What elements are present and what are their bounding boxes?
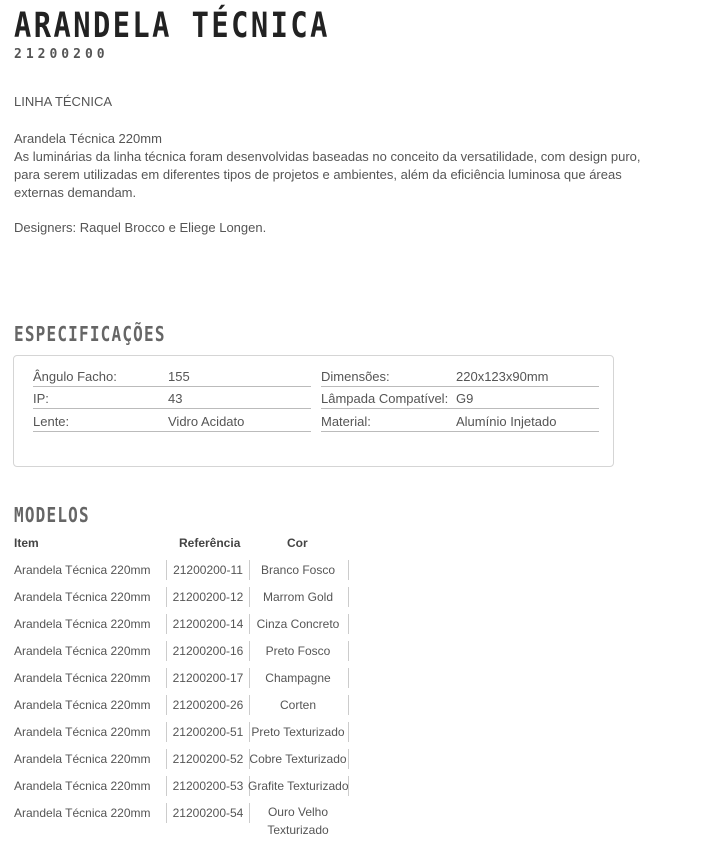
models-heading: MODELOS xyxy=(14,503,90,527)
cell-cor: Marrom Gold xyxy=(262,590,333,604)
spec-row xyxy=(33,387,311,409)
product-title: ARANDELA TÉCNICA xyxy=(14,6,330,46)
spec-row xyxy=(33,410,311,432)
cell-item: Arandela Técnica 220mm xyxy=(14,725,151,739)
cell-cor: Corten xyxy=(279,698,317,712)
spec-row xyxy=(321,410,599,432)
cell-divider xyxy=(348,722,349,742)
cell-item: Arandela Técnica 220mm xyxy=(14,698,151,712)
cell-cor: Champagne xyxy=(265,671,331,685)
cell-item: Arandela Técnica 220mm xyxy=(14,563,151,577)
spec-value: 155 xyxy=(168,369,190,384)
cell-ref: 21200200-11 xyxy=(166,560,250,580)
spec-value: G9 xyxy=(456,391,474,406)
spec-label: Ângulo Facho: xyxy=(33,369,117,384)
spec-row xyxy=(321,387,599,409)
cell-item: Arandela Técnica 220mm xyxy=(14,752,151,766)
cell-divider xyxy=(348,749,349,769)
spec-label: Material: xyxy=(321,414,371,429)
cell-cor: Grafite Texturizado xyxy=(248,779,349,793)
product-line: LINHA TÉCNICA xyxy=(14,94,113,109)
specs-heading: ESPECIFICAÇÕES xyxy=(14,322,166,346)
spec-label: Dimensões: xyxy=(321,369,390,384)
cell-ref: 21200200-52 xyxy=(166,749,250,769)
cell-divider xyxy=(348,641,349,661)
cell-divider xyxy=(348,560,349,580)
spec-value: 220x123x90mm xyxy=(456,369,549,384)
column-header-ref: Referência xyxy=(179,536,241,550)
spec-value: Vidro Acidato xyxy=(168,414,245,429)
cell-ref: 21200200-51 xyxy=(166,722,250,742)
cell-cor: Preto Texturizado xyxy=(251,725,345,739)
cell-divider xyxy=(348,776,349,796)
spec-label: Lente: xyxy=(33,414,70,429)
cell-divider xyxy=(348,668,349,688)
spec-label: Lâmpada Compatível: xyxy=(321,391,449,406)
cell-item: Arandela Técnica 220mm xyxy=(14,617,151,631)
cell-item: Arandela Técnica 220mm xyxy=(14,671,151,685)
cell-cor: Branco Fosco xyxy=(260,563,336,577)
product-name: Arandela Técnica 220mm xyxy=(14,131,162,146)
specs-box xyxy=(13,355,614,467)
spec-row xyxy=(321,365,599,387)
cell-ref: 21200200-53 xyxy=(166,776,250,796)
cell-item: Arandela Técnica 220mm xyxy=(14,806,151,820)
cell-ref: 21200200-12 xyxy=(166,587,250,607)
cell-divider xyxy=(348,614,349,634)
product-description: As luminárias da linha técnica foram desenvolvidas baseadas no conceito da versatilidade, com design puro, para serem utilizadas em diferentes tipos de projetos e ambientes, além da eficiência luminosa que áreas externas demandam. xyxy=(14,149,641,200)
column-header-item: Item xyxy=(14,536,39,550)
cell-cor: Cinza Concreto xyxy=(256,617,340,631)
cell-cor: Preto Fosco xyxy=(265,644,331,658)
spec-label: IP: xyxy=(33,391,49,406)
cell-ref: 21200200-17 xyxy=(166,668,250,688)
cell-divider xyxy=(348,587,349,607)
product-description-block xyxy=(14,130,644,202)
cell-divider xyxy=(348,695,349,715)
cell-ref: 21200200-14 xyxy=(166,614,250,634)
product-designers: Designers: Raquel Brocco e Eliege Longen. xyxy=(14,220,267,235)
cell-cor: Ouro Velho Texturizado xyxy=(267,805,329,837)
spec-row xyxy=(33,365,311,387)
spec-value: 43 xyxy=(168,391,183,406)
cell-item: Arandela Técnica 220mm xyxy=(14,779,151,793)
cell-item: Arandela Técnica 220mm xyxy=(14,644,151,658)
cell-ref: 21200200-26 xyxy=(166,695,250,715)
column-header-cor: Cor xyxy=(287,536,308,550)
cell-ref: 21200200-54 xyxy=(166,803,250,823)
cell-item: Arandela Técnica 220mm xyxy=(14,590,151,604)
spec-value: Alumínio Injetado xyxy=(456,414,557,429)
product-code: 21200200 xyxy=(14,47,109,62)
cell-cor: Cobre Texturizado xyxy=(249,752,347,766)
cell-ref: 21200200-16 xyxy=(166,641,250,661)
